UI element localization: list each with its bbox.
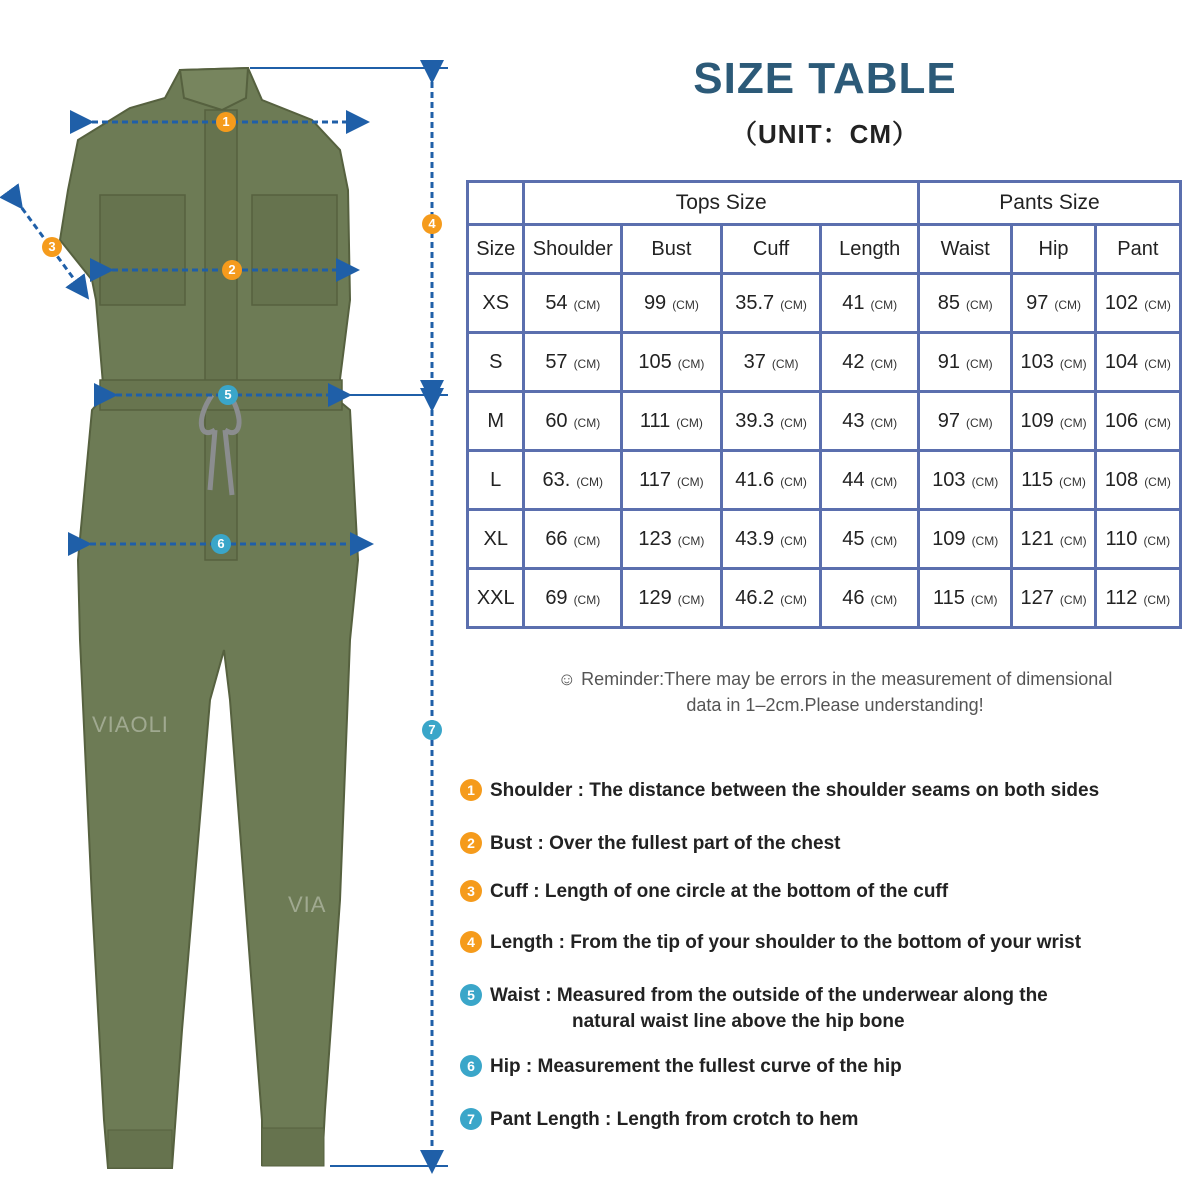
measurement-cell	[1013, 452, 1093, 508]
size-cell: XL	[469, 511, 522, 567]
table-row	[469, 393, 1179, 449]
marker-7-icon: 7	[422, 720, 442, 740]
table-body	[469, 275, 1179, 626]
measurement-cell	[822, 393, 917, 449]
table-row	[469, 275, 1179, 331]
unit-label: (CM)	[870, 533, 898, 548]
measurement-cell	[525, 275, 620, 331]
measurement-cell	[1013, 393, 1093, 449]
column-header-size: Size	[469, 226, 522, 272]
size-cell: XXL	[469, 570, 522, 626]
measurement-value: 63.	[542, 468, 571, 491]
measurement-value: 69	[545, 586, 568, 609]
measurement-value: 91	[937, 350, 960, 373]
measurement-cell	[723, 570, 820, 626]
measurement-cell	[1097, 452, 1179, 508]
measurement-cell	[1097, 570, 1179, 626]
watermark-text: VIA	[288, 892, 327, 917]
reminder-note	[490, 666, 1180, 718]
measurement-cell	[822, 334, 917, 390]
measurement-value: 41.6	[735, 468, 775, 491]
unit-label: (CM)	[780, 533, 807, 548]
measurement-value: 115	[932, 586, 965, 609]
measurement-value: 97	[1026, 291, 1049, 314]
unit-label: (CM)	[870, 592, 898, 607]
unit-label: (CM)	[1144, 415, 1171, 430]
column-header-hip: Hip	[1013, 226, 1093, 272]
table-column-header-row	[469, 226, 1179, 272]
measurement-value: 45	[842, 527, 865, 550]
table-row	[469, 452, 1179, 508]
definition-text: Pant Length : Length from crotch to hem	[490, 1109, 859, 1130]
unit-label: (CM)	[1144, 297, 1171, 312]
unit-label: (CM)	[676, 415, 703, 430]
unit-label: (CM)	[780, 474, 807, 489]
size-cell: S	[469, 334, 522, 390]
measurement-value: 117	[639, 468, 671, 491]
measurement-cell	[723, 452, 820, 508]
unit-label: (CM)	[771, 356, 799, 371]
column-header-pant: Pant	[1097, 226, 1179, 272]
measurement-value: 85	[937, 291, 960, 314]
unit-label: (CM)	[1143, 592, 1171, 607]
column-header-waist: Waist	[920, 226, 1010, 272]
measurement-cell	[525, 334, 620, 390]
measurement-cell	[920, 275, 1010, 331]
unit-label: (CM)	[573, 592, 601, 607]
table-row	[469, 570, 1179, 626]
column-header-bust: Bust	[623, 226, 720, 272]
measurement-value: 123	[638, 527, 672, 550]
measurement-value: 57	[545, 350, 568, 373]
measurement-value: 60	[545, 409, 568, 432]
unit-label: (CM)	[870, 297, 898, 312]
measurement-cell	[723, 511, 820, 567]
measurement-cell	[822, 570, 917, 626]
measurement-cell	[623, 275, 720, 331]
unit-label: （UNIT：CM）	[730, 119, 920, 149]
measurement-cell	[525, 511, 620, 567]
unit-label: (CM)	[573, 533, 601, 548]
size-cell: M	[469, 393, 522, 449]
marker-4-icon: 4	[422, 214, 442, 234]
unit-label: (CM)	[1059, 356, 1087, 371]
unit-label: (CM)	[870, 356, 898, 371]
reminder-line-2: data in 1–2cm.Please understanding!	[686, 695, 984, 715]
measurement-value: 46	[842, 586, 865, 609]
measurement-value: 105	[638, 350, 672, 373]
unit-label: (CM)	[1054, 297, 1081, 312]
unit-label: (CM)	[971, 474, 999, 489]
measurement-cell	[1097, 275, 1179, 331]
unit-label: (CM)	[573, 356, 601, 371]
right-chest-pocket	[252, 195, 337, 305]
jumpsuit-illustration	[0, 0, 460, 1200]
measurement-cell	[1013, 334, 1093, 390]
number-7-icon: 7	[460, 1108, 482, 1130]
jumpsuit-drawing	[0, 0, 460, 1200]
measurement-cell	[822, 511, 917, 567]
tops-size-header: Tops Size	[525, 183, 917, 223]
definition-cuff	[460, 880, 948, 903]
measurement-value: 43.9	[735, 527, 775, 550]
measurement-value: 54	[545, 291, 568, 314]
size-cell: XS	[469, 275, 522, 331]
measurement-cell	[525, 452, 620, 508]
definition-hip	[460, 1055, 902, 1078]
table-group-header-row	[469, 183, 1179, 223]
measurement-value: 43	[842, 409, 865, 432]
definition-text: Waist : Measured from the outside of the underwear along the	[490, 985, 1048, 1006]
measurement-value: 42	[842, 350, 865, 373]
unit-label: (CM)	[1059, 533, 1087, 548]
table-corner-cell	[469, 183, 522, 223]
measurement-cell	[822, 275, 917, 331]
right-ankle-cuff	[262, 1128, 324, 1166]
marker-3-icon: 3	[42, 237, 62, 257]
definition-bust	[460, 832, 841, 855]
measurement-cell	[623, 511, 720, 567]
measurement-cell	[525, 570, 620, 626]
measurement-cell	[822, 452, 917, 508]
unit-label: (CM)	[1059, 474, 1086, 489]
size-table	[466, 180, 1182, 629]
measurement-cell	[1097, 511, 1179, 567]
definition-text: Hip : Measurement the fullest curve of the hip	[490, 1056, 902, 1077]
measurement-cell	[723, 334, 820, 390]
definition-length	[460, 931, 1081, 954]
measurement-cell	[920, 511, 1010, 567]
measurement-value: 97	[937, 409, 960, 432]
measurement-cell	[1097, 393, 1179, 449]
unit-label: (CM)	[677, 592, 705, 607]
measurement-value: 110	[1105, 527, 1138, 550]
unit-label: (CM)	[780, 415, 807, 430]
unit-label: (CM)	[573, 297, 601, 312]
measurement-cell	[1097, 334, 1179, 390]
measurement-value: 66	[545, 527, 568, 550]
measurement-value: 111	[639, 409, 671, 432]
measurement-value: 102	[1104, 291, 1139, 314]
number-4-icon: 4	[460, 931, 482, 953]
definition-waist	[460, 984, 1048, 1033]
unit-label: (CM)	[1144, 474, 1171, 489]
measurement-value: 112	[1105, 586, 1138, 609]
unit-label: (CM)	[1059, 415, 1087, 430]
measurement-cell	[920, 334, 1010, 390]
unit-label: (CM)	[966, 297, 993, 312]
reminder-line-1: Reminder:There may be errors in the measurement of dimensional	[581, 669, 1113, 689]
marker-2-icon: 2	[222, 260, 242, 280]
column-header-length: Length	[822, 226, 917, 272]
measurement-value: 129	[638, 586, 672, 609]
definition-text: Shoulder : The distance between the shoulder seams on both sides	[490, 780, 1100, 801]
unit-label: (CM)	[970, 592, 998, 607]
left-chest-pocket	[100, 195, 185, 305]
measurement-value: 106	[1104, 409, 1139, 432]
unit-label: (CM)	[1144, 356, 1171, 371]
measurement-cell	[623, 334, 720, 390]
size-cell: L	[469, 452, 522, 508]
measurement-value: 46.2	[735, 586, 775, 609]
unit-label: (CM)	[677, 356, 705, 371]
unit-label: (CM)	[780, 592, 807, 607]
column-header-shoulder: Shoulder	[525, 226, 620, 272]
definition-pant-length	[460, 1108, 858, 1131]
measurement-value: 44	[842, 468, 865, 491]
unit-label: (CM)	[966, 356, 993, 371]
number-2-icon: 2	[460, 832, 482, 854]
measurement-value: 121	[1020, 527, 1054, 550]
unit-label: (CM)	[576, 474, 603, 489]
smiley-icon: ☺	[557, 669, 577, 689]
measurement-value: 104	[1104, 350, 1139, 373]
measurement-value: 115	[1021, 468, 1054, 491]
measurement-cell	[920, 452, 1010, 508]
number-3-icon: 3	[460, 880, 482, 902]
unit-label: (CM)	[966, 415, 993, 430]
unit-label: (CM)	[677, 533, 705, 548]
measurement-value: 41	[842, 291, 865, 314]
measurement-value: 39.3	[735, 409, 775, 432]
unit-label: (CM)	[672, 297, 699, 312]
definition-text: Cuff : Length of one circle at the bottom of the cuff	[490, 881, 949, 902]
marker-5-icon: 5	[218, 385, 238, 405]
measurement-value: 127	[1020, 586, 1054, 609]
page-title: SIZE TABLE	[693, 54, 957, 103]
unit-label: (CM)	[677, 474, 704, 489]
measurement-value: 108	[1104, 468, 1139, 491]
definition-shoulder	[460, 779, 1099, 802]
measurement-cell	[623, 393, 720, 449]
number-6-icon: 6	[460, 1055, 482, 1077]
measurement-cell	[1013, 570, 1093, 626]
unit-label: (CM)	[971, 533, 999, 548]
column-header-cuff: Cuff	[723, 226, 820, 272]
measurement-cell	[920, 393, 1010, 449]
measurement-value: 103	[932, 468, 966, 491]
unit-label: (CM)	[870, 474, 898, 489]
measurement-cell	[723, 275, 820, 331]
measurement-value: 99	[643, 291, 667, 314]
measurement-cell	[623, 452, 720, 508]
measurement-cell	[525, 393, 620, 449]
unit-label: (CM)	[1059, 592, 1087, 607]
measurement-cell	[723, 393, 820, 449]
measurement-value: 103	[1020, 350, 1054, 373]
definition-text: Bust : Over the fullest part of the chest	[490, 833, 841, 854]
unit-label: (CM)	[780, 297, 807, 312]
definition-text: Length : From the tip of your shoulder to the bottom of your wrist	[490, 932, 1082, 953]
measurement-cell	[623, 570, 720, 626]
marker-6-icon: 6	[211, 534, 231, 554]
pants-size-header: Pants Size	[920, 183, 1179, 223]
table-row	[469, 334, 1179, 390]
unit-label: (CM)	[870, 415, 898, 430]
measurement-value: 37	[743, 350, 766, 373]
unit-label: (CM)	[573, 415, 601, 430]
measurement-cell	[920, 570, 1010, 626]
measurement-cell	[1013, 275, 1093, 331]
marker-1-icon: 1	[216, 112, 236, 132]
measurement-cell	[1013, 511, 1093, 567]
number-5-icon: 5	[460, 984, 482, 1006]
definition-text-continued: natural waist line above the hip bone	[572, 1011, 905, 1032]
watermark-text: VIAOLI	[92, 712, 169, 737]
table-row	[469, 511, 1179, 567]
measurement-value: 109	[1020, 409, 1054, 432]
measurement-value: 35.7	[735, 291, 775, 314]
measurement-value: 109	[932, 527, 966, 550]
number-1-icon: 1	[460, 779, 482, 801]
unit-label: (CM)	[1143, 533, 1171, 548]
left-ankle-cuff	[108, 1130, 172, 1168]
